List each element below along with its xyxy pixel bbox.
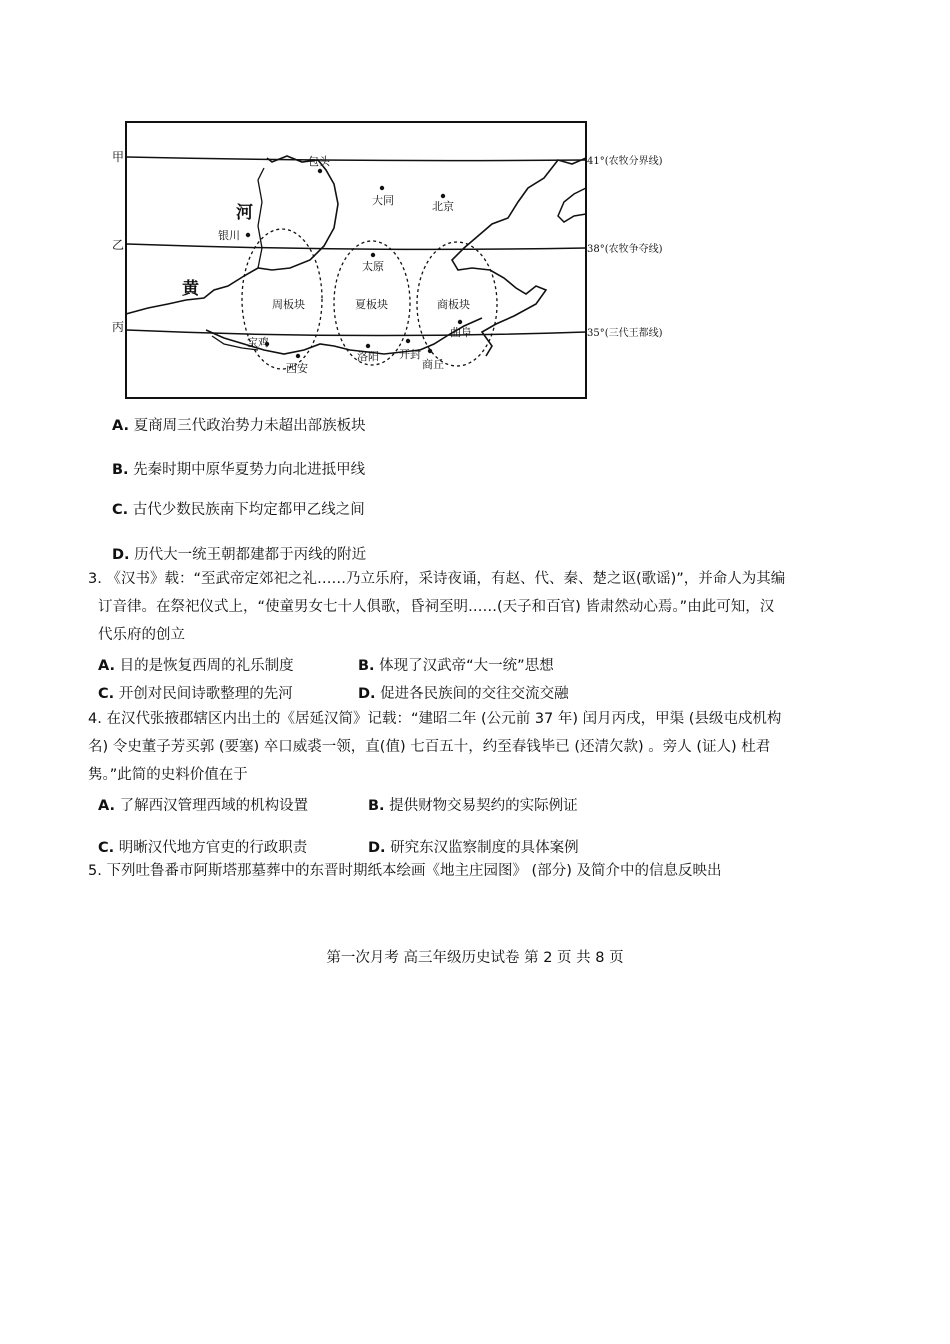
q3-option-c: C. 开创对民间诗歌整理的先河 (98, 686, 293, 702)
city-dot-datong (380, 186, 384, 190)
row-label-jia: 甲 (112, 150, 125, 164)
city-dot-shangqiu (428, 349, 432, 353)
q4-option-a: A. 了解西汉管理西域的机构设置 (98, 798, 309, 814)
q3-option-d: D. 促进各民族间的交往交流交融 (358, 686, 569, 702)
city-label-kaifeng: 开封 (399, 348, 421, 361)
city-dot-yinchuan (246, 233, 250, 237)
historical-map (112, 118, 672, 402)
block-label-shang: 商板块 (437, 298, 470, 311)
city-label-shangqiu: 商丘 (422, 358, 444, 371)
map-frame (126, 122, 586, 398)
q3-stem-line-1: 3. 《汉书》载：“至武帝定郊祀之礼……乃立乐府，采诗夜诵，有赵、代、秦、楚之讴(歌谣)”，并命人为其编 (88, 571, 786, 587)
q3-option-a: A. 目的是恢复西周的礼乐制度 (98, 658, 294, 674)
line-bing (126, 330, 586, 336)
city-label-qufu: 曲阜 (450, 326, 472, 339)
city-dot-qufu (458, 320, 462, 324)
q4-option-d: D. 研究东汉监察制度的具体案例 (368, 840, 579, 856)
coast-east-outline (452, 158, 586, 356)
city-dot-luoyang (366, 344, 370, 348)
city-label-xian: 西安 (286, 362, 308, 375)
city-label-datong: 大同 (372, 194, 394, 207)
city-label-baotou: 包头 (308, 155, 330, 168)
q2-option-b: B. 先秦时期中原华夏势力向北进抵甲线 (112, 462, 366, 478)
block-label-zhou: 周板块 (272, 298, 305, 311)
peninsula-outline (558, 188, 586, 222)
q4-option-b: B. 提供财物交易契约的实际例证 (368, 798, 578, 814)
line-jia (126, 157, 586, 161)
q3-stem-line-3: 代乐府的创立 (98, 627, 185, 643)
city-dot-beijing (441, 194, 445, 198)
q4-stem-line-2: 名) 令史董子芳买郭 (要塞) 卒口威裘一领，直(值) 七百五十，约至春钱毕已 (还清欠款) 。旁人 (证人) 杜君 (88, 739, 771, 755)
block-label-xia: 夏板块 (355, 298, 388, 311)
q4-stem-line-1: 4. 在汉代张掖郡辖区内出土的《居延汉简》记载：“建昭二年 (公元前 37 年) 闰月丙戌，甲渠 (县级屯戍机构 (88, 711, 782, 727)
q2-option-d: D. 历代大一统王朝都建都于丙线的附近 (112, 547, 367, 563)
line-label-41: 41°(农牧分界线) (587, 156, 663, 167)
q2-option-a: A. 夏商周三代政治势力未超出部族板块 (112, 418, 366, 434)
river-char-huang: 黄 (182, 279, 199, 299)
row-label-yi: 乙 (112, 238, 125, 252)
q4-stem-line-3: 隽。”此简的史料价值在于 (88, 767, 248, 783)
page-footer: 第一次月考 高三年级历史试卷 第 2 页 共 8 页 (326, 950, 624, 966)
city-dot-taiyuan (371, 253, 375, 257)
city-dot-xian (296, 354, 300, 358)
city-dot-kaifeng (406, 339, 410, 343)
q3-option-b: B. 体现了汉武帝“大一统”思想 (358, 658, 554, 674)
city-label-beijing: 北京 (432, 200, 454, 213)
line-label-38: 38°(农牧争夺线) (587, 244, 663, 255)
line-label-35: 35°(三代王都线) (587, 328, 663, 339)
city-dot-baotou (318, 169, 322, 173)
city-label-yinchuan: 银川 (218, 229, 240, 242)
river-char-he: 河 (236, 203, 253, 223)
city-label-baoji: 宝鸡 (247, 336, 269, 349)
q2-option-c: C. 古代少数民族南下均定都甲乙线之间 (112, 502, 365, 518)
row-label-bing: 丙 (112, 320, 125, 334)
line-yi (126, 244, 586, 249)
inner-outline (258, 168, 264, 268)
city-label-luoyang: 洛阳 (357, 350, 379, 363)
q5-stem-line-1: 5. 下列吐鲁番市阿斯塔那墓葬中的东晋时期纸本绘画《地主庄园图》 (部分) 及简介中的信息反映出 (88, 863, 722, 879)
q4-option-c: C. 明晰汉代地方官吏的行政职责 (98, 840, 308, 856)
city-label-taiyuan: 太原 (362, 260, 384, 273)
q3-stem-line-2: 订音律。在祭祀仪式上，“使童男女七十人俱歌，昏祠至明……(天子和百官) 皆肃然动心焉。”由此可知，汉 (98, 599, 775, 615)
